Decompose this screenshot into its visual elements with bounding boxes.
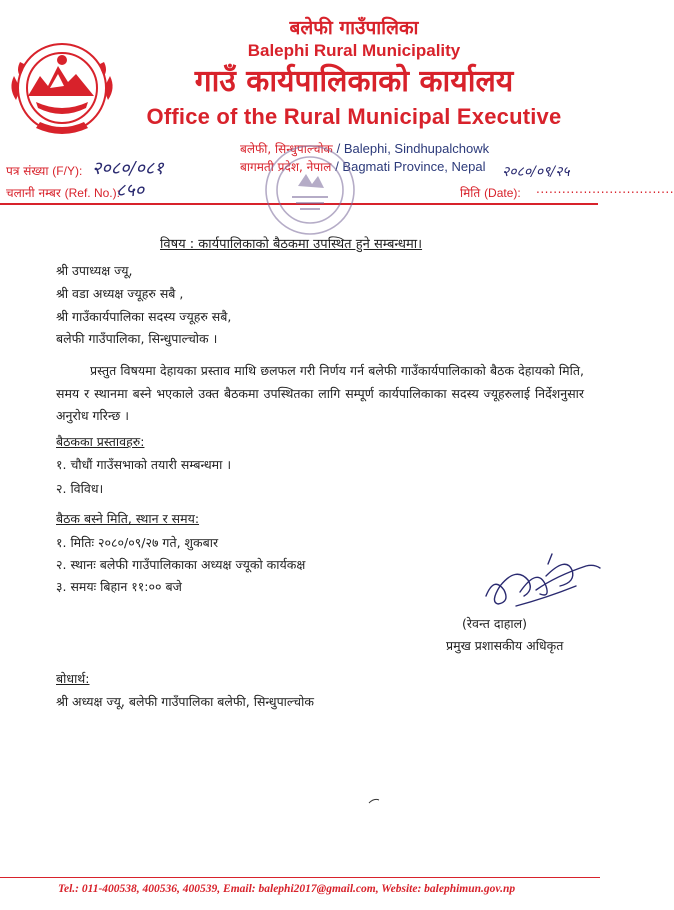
fy-label-np: पत्र संख्या	[6, 164, 49, 178]
date-value: २०८०/०९/२५	[502, 164, 570, 180]
recipient-line: श्री गाउँकार्यपालिका सदस्य ज्यूहरु सबै,	[56, 309, 232, 324]
ref-label-en: (Ref. No.):	[64, 186, 120, 200]
meeting-item: ३. समयः बिहान ११:०० बजे	[56, 579, 182, 594]
municipality-emblem-icon	[6, 36, 118, 140]
signatory-name: (रेवन्त दाहाल)	[462, 616, 527, 631]
office-name-en: Office of the Rural Municipal Executive	[146, 104, 562, 129]
recipient-line: बलेफी गाउँपालिका, सिन्धुपाल्चोक ।	[56, 331, 218, 346]
address-np-1: बलेफी, सिन्धुपाल्चोक	[240, 142, 333, 156]
cc-item: श्री अध्यक्ष ज्यू, बलेफी गाउँपालिका बलेफी, सिन्धुपाल्चोक	[56, 694, 314, 709]
meeting-heading: बैठक बस्ने मिति, स्थान र समय:	[56, 511, 200, 526]
fy-label	[6, 162, 82, 179]
recipient-line: श्री वडा अध्यक्ष ज्यूहरु सबै ,	[56, 286, 184, 301]
fy-label-en: (F/Y):	[52, 164, 83, 178]
date-label-en: (Date):	[484, 186, 521, 200]
letter-body-paragraph: प्रस्तुत विषयमा देहायका प्रस्ताव माथि छलफल गरी निर्णय गर्न बलेफी गाउँकार्यपालिकाको बैठक देहायको मिति, समय र स्थानमा बस्ने भएकाले उक्त बैठकमा उपस्थितका लागि सम्पूर्ण कार्यपालिकाका सदस्य ज्यूहरुलाई निर्देशनुसार अनुरोध गरिन्छ ।	[56, 363, 584, 423]
office-name-np: गाउँ कार्यपालिकाको कार्यालय	[194, 64, 514, 99]
footer-contact: Tel.: 011-400538, 400536, 400539, Email: balephi2017@gmail.com, Website: balephimun.gov.np	[58, 883, 516, 895]
date-label-np: मिति	[460, 186, 481, 200]
ref-label	[6, 184, 120, 201]
proposal-item: १. चौधौं गाउँसभाको तयारी सम्बन्धमा ।	[56, 457, 232, 472]
meeting-item: २. स्थानः बलेफी गाउँपालिकाका अध्यक्ष ज्यूको कार्यकक्ष	[56, 557, 306, 572]
date-dots: ................................	[536, 182, 674, 196]
address-en-1: / Balephi, Sindhupalchowk	[336, 141, 490, 156]
cc-heading: बोधार्थ:	[56, 671, 90, 686]
ref-value: ८५०	[116, 180, 145, 201]
proposals-heading: बैठकका प्रस्तावहरु:	[56, 434, 145, 449]
footer-divider	[0, 877, 600, 878]
address-np-2: बागमती प्रदेश, नेपाल	[240, 160, 332, 174]
office-stamp-icon	[262, 142, 358, 238]
municipality-name-en: Balephi Rural Municipality	[247, 41, 461, 60]
handwritten-signature	[476, 546, 606, 618]
fy-value: २०८०/०८१	[92, 158, 164, 179]
date-label	[460, 184, 521, 201]
ref-label-np: चलानी नम्बर	[6, 186, 61, 200]
signatory-title: प्रमुख प्रशासकीय अधिकृत	[446, 638, 564, 653]
address-en-2: / Bagmati Province, Nepal	[335, 159, 486, 174]
stray-mark	[368, 797, 380, 805]
letter-subject: विषय : कार्यपालिकाको बैठकमा उपस्थित हुने सम्बन्धमा।	[160, 237, 423, 252]
recipient-line: श्री उपाध्यक्ष ज्यू,	[56, 263, 133, 278]
meeting-item: १. मितिः २०८०/०९/२७ गते, शुकबार	[56, 535, 219, 550]
municipality-name-np: बलेफी गाउँपालिका	[289, 17, 419, 39]
proposal-item: २. विविध।	[56, 481, 104, 496]
